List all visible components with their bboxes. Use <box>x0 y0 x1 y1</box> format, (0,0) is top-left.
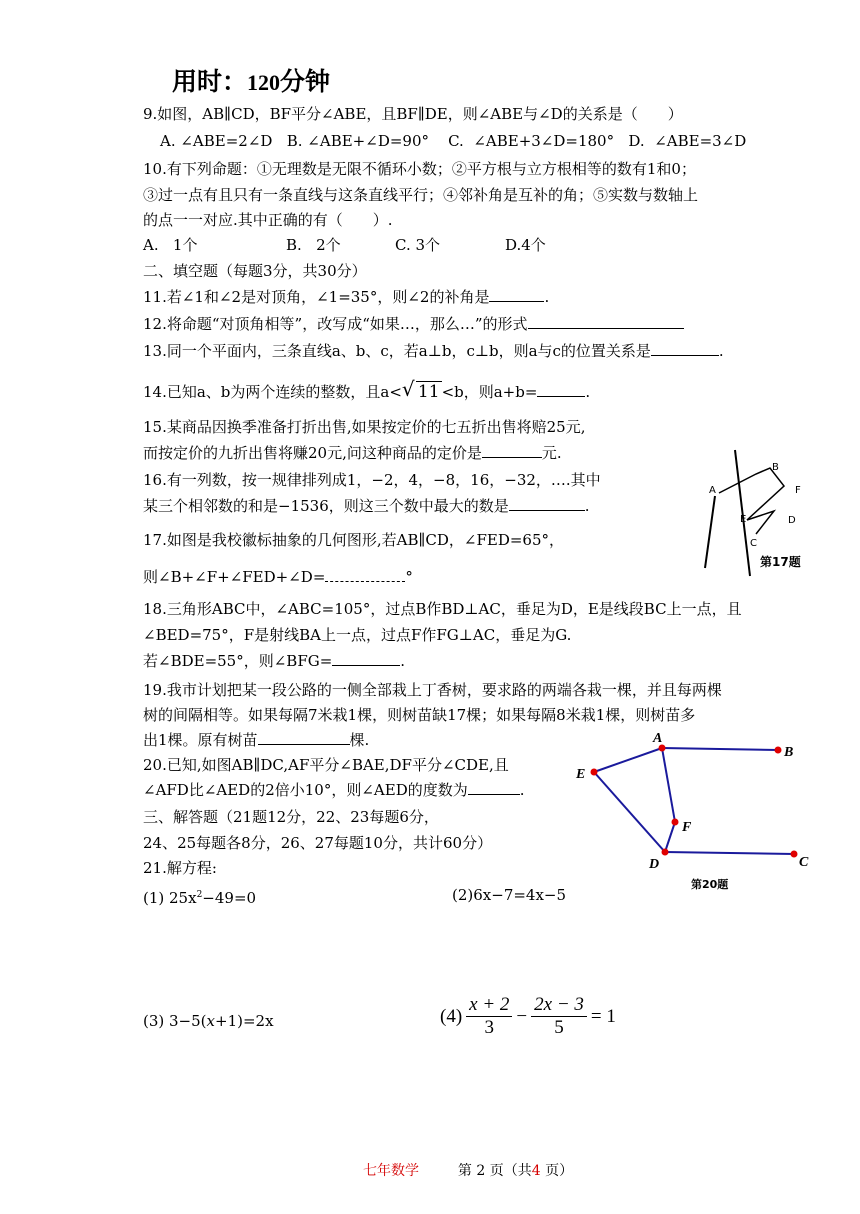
question-18-line-2: ∠BED=75°，F是射线BA上一点，过点F作FG⊥AC，垂足为G. <box>143 626 572 644</box>
equation-4: (4) $\frac{x + 2}{3}$ − $\frac{2x - 3}{5}$ = 1 <box>440 994 616 1038</box>
question-18-line-1: 18.三角形ABC中，∠ABC=105°，过点B作BD⊥AC，垂足为D，E是线段BC上一点，且 <box>143 600 742 618</box>
answer-blank[interactable] <box>482 442 542 458</box>
fig17-line-right <box>735 450 750 576</box>
fig20-segment-ed <box>594 772 665 852</box>
question-17-line-1: 17.如图是我校徽标抽象的几何图形,若AB∥CD，∠FED=65°， <box>143 531 565 549</box>
question-16-line-1: 16.有一列数，按一规律排列成1，−2，4，−8，16，−32，….其中 <box>143 471 601 489</box>
question-19-line-1: 19.我市计划把某一段公路的一侧全部栽上丁香树，要求路的两端各栽一棵，并且每两棵 <box>143 681 722 699</box>
fig20-point-e <box>591 769 598 776</box>
question-10-option-d: D.4个 <box>505 236 546 254</box>
answer-blank[interactable] <box>537 381 585 397</box>
fig20-label-b: B <box>784 745 794 760</box>
question-10-option-c: C. 3个 <box>395 236 441 254</box>
question-10-option-b: B. 2个 <box>286 236 341 254</box>
question-20-line-2: ∠AFD比∠AED的2倍小10°，则∠AED的度数为 . <box>143 781 525 799</box>
fig20-point-f <box>672 819 679 826</box>
question-21-title: 21.解方程: <box>143 859 217 877</box>
fig17-label-c: C <box>750 538 757 549</box>
question-10-line-2: ③过一点有且只有一条直线与这条直线平行；④邻补角是互补的角；⑤实数与数轴上 <box>143 186 699 204</box>
question-15-line-1: 15.某商品因换季准备打折出售,如果按定价的七五折出售将赔25元, <box>143 418 586 436</box>
figure-17 <box>700 448 820 580</box>
fig20-label-a: A <box>653 731 663 746</box>
question-13: 13.同一个平面内，三条直线a、b、c，若a⊥b，c⊥b，则a与c的位置关系是 . <box>143 342 724 360</box>
question-9-options: A. ∠ABE=2∠D B. ∠ABE+∠D=90° C. ∠ABE+3∠D=180° D. ∠ABE=3∠D <box>160 132 747 150</box>
fig17-label-d: D <box>788 515 796 526</box>
question-18-line-3: 若∠BDE=55°，则∠BFG= . <box>143 652 406 670</box>
fig17-label-f: F <box>795 485 801 496</box>
equation-3: (3) 3−5(x+1)=2x <box>143 1012 274 1030</box>
section-3-heading-line-1: 三、解答题（21题12分，22、23每题6分， <box>143 808 439 826</box>
fig20-label-e: E <box>576 767 586 782</box>
question-17-line-2: 则∠B+∠F+∠FED+∠D= ° <box>143 568 413 586</box>
fig17-label-b: B <box>772 462 779 473</box>
fig17-line-left <box>705 496 715 568</box>
question-12: 12.将命题“对顶角相等”，改写成“如果…，那么…”的形式 <box>143 313 684 335</box>
answer-blank[interactable] <box>509 495 585 511</box>
fraction-2: $\frac{2x - 3}{5}$ <box>531 994 587 1039</box>
question-20-line-1: 20.已知,如图AB∥DC,AF平分∠BAE,DF平分∠CDE,且 <box>143 756 509 774</box>
answer-blank[interactable] <box>468 779 520 795</box>
answer-blank[interactable] <box>528 313 684 329</box>
fig17-lower-path <box>747 511 774 534</box>
question-11: 11.若∠1和∠2是对顶角，∠1=35°，则∠2的补角是 . <box>143 288 550 306</box>
question-14: 14.已知a、b为两个连续的整数，且a< √ 11 <b，则a+b= . <box>143 377 591 402</box>
fig20-label-d: D <box>649 857 660 872</box>
radical-sign-icon: √ <box>401 377 415 401</box>
question-9: 9.如图，AB∥CD，BF平分∠ABE，且BF∥DE，则∠ABE与∠D的关系是（ ） <box>143 105 683 123</box>
figure-20 <box>570 726 820 896</box>
section-2-heading: 二、填空题（每题3分，共30分） <box>143 262 367 280</box>
question-10-line-1: 10.有下列命题：①无理数是无限不循环小数；②平方根与立方根相等的数有1和0； <box>143 160 696 178</box>
answer-blank[interactable] <box>651 340 719 356</box>
square-root: √ 11 <box>401 377 440 402</box>
fig20-segment-fd <box>665 822 675 852</box>
footer-grade: 七年数学 <box>363 1163 419 1179</box>
fig17-label-e: E <box>740 514 747 525</box>
question-16-line-2: 某三个相邻数的和是−1536，则这三个数中最大的数是 . <box>143 497 590 515</box>
section-3-heading-line-2: 24、25每题各8分，26、27每题10分，共计60分） <box>143 834 493 852</box>
page-footer: 七年数学 第 2 页（共4 页） <box>363 1163 574 1179</box>
fig20-label-c: C <box>799 855 809 870</box>
equation-1: (1) $25x^2-49=0$ <box>143 889 257 907</box>
fig17-caption: 第17题 <box>760 555 801 569</box>
fig20-segment-dc <box>665 852 794 854</box>
fig20-point-b <box>775 747 782 754</box>
fig20-point-d <box>662 849 669 856</box>
fig17-label-a: A <box>709 485 716 496</box>
fig20-caption: 第20题 <box>691 878 729 891</box>
question-10-line-3: 的点一一对应.其中正确的有（ ）. <box>143 211 393 229</box>
fraction-1: $\frac{x + 2}{3}$ <box>466 994 512 1039</box>
fig20-label-f: F <box>682 820 692 835</box>
exam-time-title: 用时：120分钟 <box>172 67 331 96</box>
answer-blank[interactable] <box>332 650 400 666</box>
fig20-segment-ae <box>594 748 662 772</box>
fig17-upper-path <box>719 468 784 520</box>
question-15-line-2: 而按定价的九折出售将赚20元,问这种商品的定价是 元. <box>143 444 562 462</box>
equation-2: (2)6x−7=4x−5 <box>452 886 567 904</box>
fig20-point-c <box>791 851 798 858</box>
answer-blank[interactable] <box>489 286 544 302</box>
fig20-segment-af <box>662 748 675 822</box>
question-19-line-3: 出1棵。原有树苗 棵. <box>143 731 370 749</box>
answer-blank[interactable] <box>258 729 350 745</box>
question-10-option-a: A. 1个 <box>143 236 198 254</box>
question-19-line-2: 树的间隔相等。如果每隔7米栽1棵，则树苗缺17棵；如果每隔8米栽1棵，则树苗多 <box>143 706 696 724</box>
fig20-segment-ab <box>662 748 778 750</box>
answer-blank[interactable] <box>325 566 405 582</box>
